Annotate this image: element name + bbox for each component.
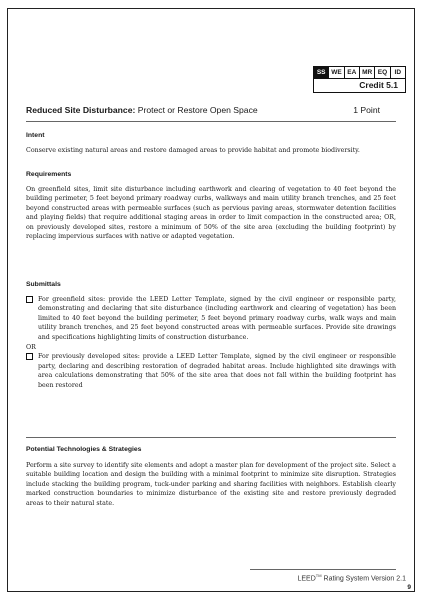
credit-title — [26, 105, 396, 118]
submittal-item-previously-developed — [26, 352, 396, 390]
requirements-heading: Requirements — [26, 171, 72, 178]
footer-leed: LEED — [297, 575, 316, 583]
category-eq: EQ — [375, 67, 390, 78]
title-divider — [26, 121, 396, 122]
category-tabs — [313, 66, 406, 79]
submittal-item-greenfield — [26, 295, 396, 342]
or-label: OR — [26, 344, 36, 352]
footer-rule — [250, 569, 396, 570]
requirements-text: On greenfield sites, limit site disturbance including earthwork and clearing of vegetation to 40 feet beyond the building perimeter, 5 feet beyond primary roadway curbs, walkways and main utility branch trenches, and 25 feet beyond constructed areas with permeable surfaces (such as pervious paving areas, stormwater detention facilities and playing fields) that require additional staging areas in order to limit compaction in the constructed area; OR, on previously developed sites, restore a minimum of 50% of the site area (excluding the building footprint) by replacing impervious surfaces with native or adapted vegetation. — [26, 186, 396, 241]
strategies-text: Perform a site survey to identify site elements and adopt a master plan for development of the project site. Select a suitable building location and design the building with a minimal footprint to minimize site disruption. Strategies include stacking the building program, tuck-under parking and sharing facilities with neighbors. Establish clearly marked construction boundaries to minimize disturbance of the existing site and restore previously degraded areas to their natural state. — [26, 462, 396, 507]
intent-heading: Intent — [26, 132, 45, 139]
category-id: ID — [394, 69, 402, 76]
intent-section — [26, 132, 396, 155]
category-ea: EA — [345, 67, 360, 78]
submittal-text-greenfield: For greenfield sites: provide the LEED Letter Template, signed by the civil engineer or responsible party, demonstrating and declaring that site disturbance (including earthwork and clearing of vegetation) has been limited to 40 feet beyond the building perimeter, 5 feet beyond primary roadway curbs, walk ways and main utility branch trenches, and 25 feet beyond constructed areas with permeable surfaces. Provide site drawings and specifications highlighting limits of construction disturbance. — [38, 296, 396, 341]
strategies-divider — [26, 437, 396, 438]
submittals-section — [26, 281, 396, 390]
checkbox-icon — [26, 296, 33, 303]
footer-version: Rating System Version 2.1 — [321, 575, 406, 583]
category-we: WE — [329, 67, 344, 78]
submittals-heading: Submittals — [26, 281, 61, 288]
checkbox-icon — [26, 353, 33, 360]
page-number: 9 — [407, 584, 411, 591]
credit-number: Credit 5.1 — [313, 79, 406, 93]
strategies-heading: Potential Technologies & Strategies — [26, 446, 142, 453]
category-ss: SS — [314, 67, 329, 78]
footer-text — [297, 573, 406, 582]
intent-text: Conserve existing natural areas and restore damaged areas to provide habitat and promote biodiversity. — [26, 147, 360, 154]
category-mr: MR — [360, 67, 375, 78]
title-rest: Protect or Restore Open Space — [135, 105, 258, 115]
footer-tm: TM — [315, 573, 322, 578]
submittal-text-previously-developed: For previously developed sites: provide a LEED Letter Template, signed by the civil engineer or responsible party, declaring and describing restoration of degraded habitat areas. Include highlighted site drawings with area calculations demonstrating that 50% of the site area that does not fall within the building footprint has been restored — [38, 353, 396, 389]
requirements-section — [26, 171, 396, 241]
title-bold: Reduced Site Disturbance: — [26, 105, 136, 115]
strategies-section — [26, 446, 396, 508]
credit-category-box — [313, 66, 406, 93]
points-label: 1 Point — [353, 105, 380, 115]
